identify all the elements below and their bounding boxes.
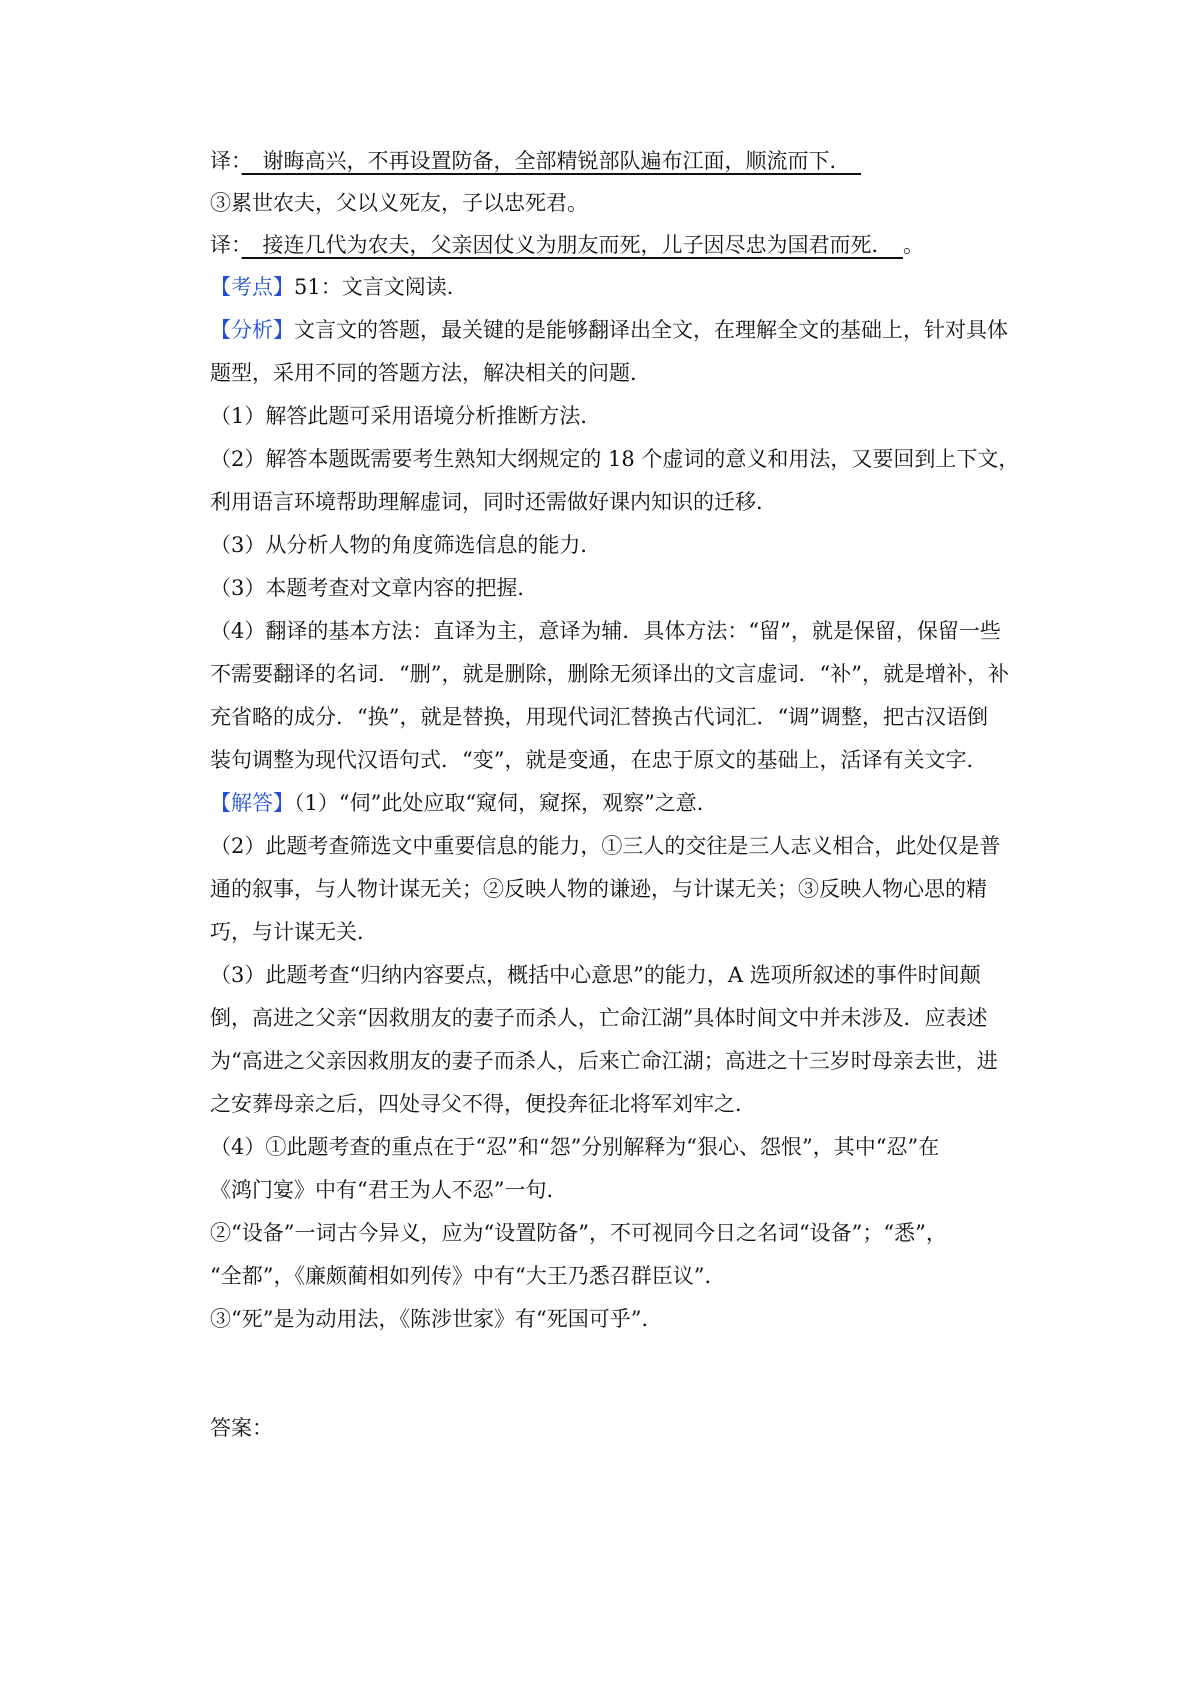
translation-answer: 接连几代为农夫，父亲因仗义为朋友而死，儿子因尽忠为国君而死． <box>241 233 903 257</box>
kaodian-tag: 【考点】 <box>210 275 294 299</box>
text-line: （1）解答此题可采用语境分析推断方法． <box>210 404 602 428</box>
text-line: 巧，与计谋无关． <box>210 920 378 944</box>
text-line: 充省略的成分．“换”，就是替换，用现代词汇替换古代词汇．“调”调整，把古汉语倒 <box>210 705 988 729</box>
answer-heading: 答案： <box>210 1416 273 1440</box>
text-line: （2）解答本题既需要考生熟知大纲规定的 18 个虚词的意义和用法，又要回到上下文， <box>210 447 1020 471</box>
text-line: （3）本题考查对文章内容的把握． <box>210 576 539 600</box>
text-line: （3）此题考查“归纳内容要点，概括中心意思”的能力，A 选项所叙述的事件时间颠 <box>210 963 981 987</box>
fenxi-tag: 【分析】 <box>210 318 294 342</box>
translation-end-mark: 。 <box>903 233 924 257</box>
kaodian-line <box>210 272 1030 302</box>
fenxi-line <box>210 315 1030 345</box>
text-line: （4）翻译的基本方法：直译为主，意译为辅．具体方法：“留”，就是保留，保留一些 <box>210 619 1001 643</box>
translation-line-2 <box>210 230 1030 260</box>
text-line: 不需要翻译的名词．“删”，就是删除，删除无须译出的文言虚词．“补”，就是增补，补 <box>210 662 1009 686</box>
text-line: 利用语言环境帮助理解虚词，同时还需做好课内知识的迁移． <box>210 490 777 514</box>
text-line: 之安葬母亲之后，四处寻父不得，便投奔征北将军刘牢之． <box>210 1092 756 1116</box>
text-line: 通的叙事，与人物计谋无关；②反映人物的谦逊，与计谋无关；③反映人物心思的精 <box>210 877 987 901</box>
text-line: 装句调整为现代汉语句式．“变”，就是变通，在忠于原文的基础上，活译有关文字． <box>210 748 988 772</box>
source-sentence-3: ③累世农夫，父以义死友，子以忠死君。 <box>210 191 588 215</box>
translation-answer: 谢晦高兴，不再设置防备，全部精锐部队遍布江面，顺流而下． <box>241 149 861 173</box>
text-line: 题型，采用不同的答题方法，解决相关的问题． <box>210 361 651 385</box>
text-line: 倒，高进之父亲“因救朋友的妻子而杀人，亡命江湖”具体时间文中并未涉及．应表述 <box>210 1006 988 1030</box>
text-line: （3）从分析人物的角度筛选信息的能力． <box>210 533 602 557</box>
jieda-text: （1）“伺”此处应取“窥伺，窥探，观察”之意． <box>294 791 718 815</box>
text-line: 《鸿门宴》中有“君王为人不忍”一句． <box>210 1178 568 1202</box>
translation-label: 译： <box>210 233 242 257</box>
fenxi-text: 文言文的答题，最关键的是能够翻译出全文，在理解全文的基础上，针对具体 <box>294 318 1008 342</box>
text-line: （2）此题考查筛选文中重要信息的能力，①三人的交往是三人志义相合，此处仅是普 <box>210 834 1001 858</box>
translation-line-1 <box>210 146 1030 176</box>
text-line: “全都”，《廉颇蔺相如列传》中有“大王乃悉召群臣议”． <box>210 1264 726 1288</box>
translation-label: 译： <box>210 149 242 173</box>
text-line: ③“死”是为动用法，《陈涉世家》有“死国可乎”． <box>210 1307 663 1331</box>
text-line: （4）①此题考查的重点在于“忍”和“怨”分别解释为“狠心、怨恨”，其中“忍”在 <box>210 1135 940 1159</box>
text-line: 为“高进之父亲因救朋友的妻子而杀人，后来亡命江湖；高进之十三岁时母亲去世，进 <box>210 1049 998 1073</box>
jieda-line <box>210 788 1030 818</box>
text-line: ②“设备”一词古今异义，应为“设置防备”，不可视同今日之名词“设备”；“悉”， <box>210 1221 947 1245</box>
kaodian-text: 51：文言文阅读． <box>294 275 468 299</box>
jieda-tag: 【解答】 <box>210 791 294 815</box>
